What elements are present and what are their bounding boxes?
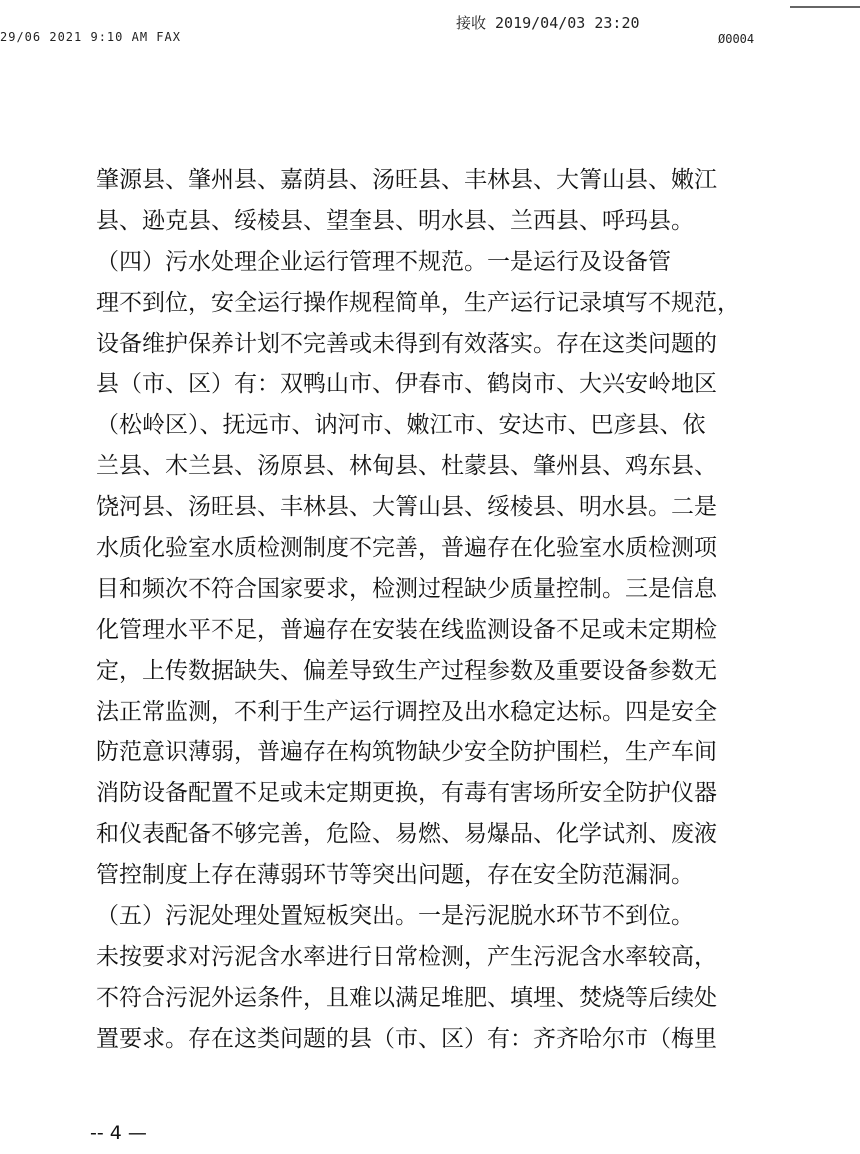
text-line: （松岭区）、抚远市、讷河市、嫩江市、安达市、巴彦县、依	[96, 412, 706, 439]
text-line: 理不到位，安全运行操作规程简单，生产运行记录填写不规范，	[96, 289, 740, 316]
text-line: 县（市、区）有：双鸭山市、伊春市、鹤岗市、大兴安岭地区	[96, 371, 717, 398]
text-line: 肇源县、肇州县、嘉荫县、汤旺县、丰林县、大箐山县、嫩江	[96, 167, 717, 193]
text-line: 防范意识薄弱，普遍存在构筑物缺少安全防护围栏，生产车间	[96, 739, 717, 766]
text-line: 未按要求对污泥含水率进行日常检测，产生污泥含水率较高，	[96, 943, 717, 970]
receive-timestamp: 接收 2019/04/03 23:20	[456, 14, 640, 32]
text-line: 和仪表配备不够完善，危险、易燃、易爆品、化学试剂、废液	[96, 821, 717, 848]
text-line: 定，上传数据缺失、偏差导致生产过程参数及重要设备参数无	[96, 657, 717, 684]
text-line: （五）污泥处理处置短板突出。一是污泥脱水环节不到位。	[96, 903, 694, 930]
fax-header-stamp: 29/06 2021 9:10 AM FAX	[0, 30, 181, 44]
text-line: 水质化验室水质检测制度不完善，普遍存在化验室水质检测项	[96, 535, 717, 562]
text-line: 饶河县、汤旺县、丰林县、大箐山县、绥棱县、明水县。二是	[96, 494, 717, 521]
text-line: 消防设备配置不足或未定期更换，有毒有害场所安全防护仪器	[96, 780, 717, 807]
corner-rule	[790, 6, 860, 8]
text-line: （四）污水处理企业运行管理不规范。一是运行及设备管	[96, 248, 671, 275]
text-line: 法正常监测，不利于生产运行调控及出水稳定达标。四是安全	[96, 698, 717, 725]
text-line: 目和频次不符合国家要求，检测过程缺少质量控制。三是信息	[96, 575, 717, 602]
text-line: 化管理水平不足，普遍存在安装在线监测设备不足或未定期检	[96, 616, 717, 643]
fax-page-code: Ø0004	[718, 32, 755, 46]
text-line: 管控制度上存在薄弱环节等突出问题，存在安全防范漏洞。	[96, 862, 694, 889]
document-body	[96, 160, 740, 1060]
text-line: 不符合污泥外运条件，且难以满足堆肥、填埋、焚烧等后续处	[96, 984, 717, 1011]
text-line: 兰县、木兰县、汤原县、林甸县、杜蒙县、肇州县、鸡东县、	[96, 453, 717, 480]
text-line: 县、逊克县、绥棱县、望奎县、明水县、兰西县、呼玛县。	[96, 207, 694, 234]
text-line: 设备维护保养计划不完善或未得到有效落实。存在这类问题的	[96, 330, 717, 357]
page-number: -- 4 —	[90, 1122, 147, 1144]
text-line: 置要求。存在这类问题的县（市、区）有：齐齐哈尔市（梅里	[96, 1025, 717, 1052]
